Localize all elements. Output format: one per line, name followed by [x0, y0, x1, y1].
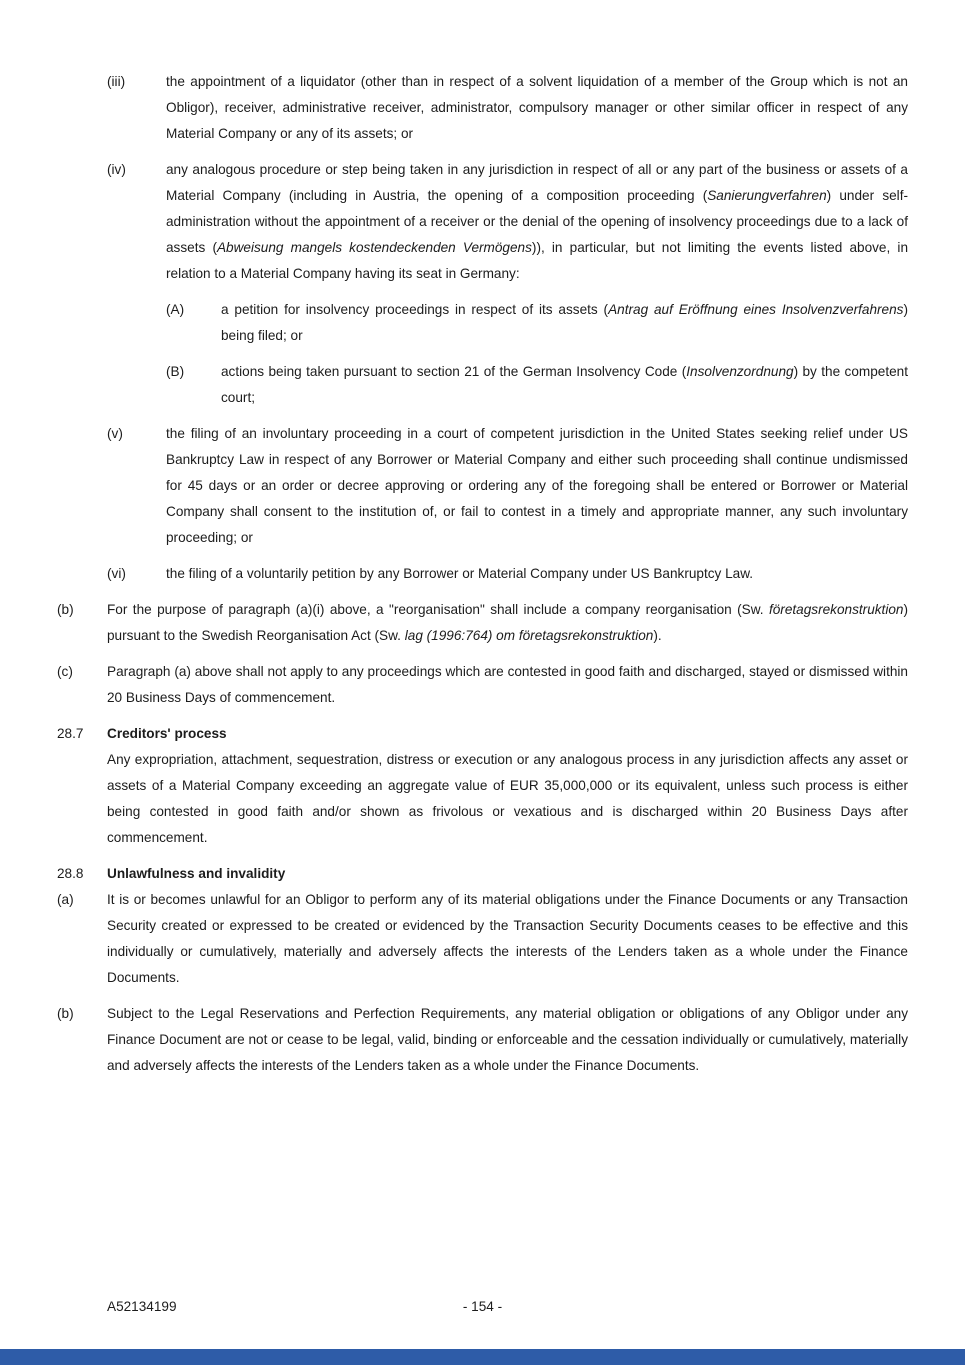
section-heading — [57, 721, 908, 747]
paragraph-text: Subject to the Legal Reservations and Perfection Requirements, any material obligation or obligations of any Obligor under any Finance Document are not or cease to be legal, valid, binding or enforceable and the cessation individually or cumulatively, materially and adversely affects the interests of the Lenders taken as a whole under the Finance Documents. — [107, 1006, 908, 1073]
item-label: (iv) — [107, 162, 126, 177]
list-item — [57, 421, 908, 551]
list-item — [57, 1001, 908, 1079]
paragraph-text: a petition for insolvency proceedings in respect of its assets (Antrag auf Eröffnung eines Insolvenzverfahrens) being filed; or — [221, 302, 909, 343]
item-label: (a) — [57, 892, 74, 907]
list-item — [57, 597, 908, 649]
list-item — [57, 157, 908, 287]
section-number: 28.8 — [57, 866, 84, 881]
paragraph-text: the appointment of a liquidator (other than in respect of a solvent liquidation of a member of the Group which is not an Obligor), receiver, administrative receiver, administrator, compulsory manager or other similar officer in respect of any Material Company or any of its assets; or — [166, 74, 908, 141]
section-number: 28.7 — [57, 726, 84, 741]
item-label: (b) — [57, 602, 74, 617]
item-label: (B) — [166, 364, 185, 379]
item-label: (b) — [57, 1006, 74, 1021]
item-label: (v) — [107, 426, 123, 441]
item-label: (iii) — [107, 74, 126, 89]
paragraph-text: the filing of a voluntarily petition by any Borrower or Material Company under US Bankruptcy Law. — [166, 566, 754, 581]
paragraph-text: the filing of an involuntary proceeding in a court of competent jurisdiction in the United States seeking relief under US Bankruptcy Law in respect of any Borrower or Material Company and either such proceeding shall continue undismissed for 45 days or an order or decree approving or ordering any of the foregoing shall be entered or Borrower or Material Company shall consent to the institution of, or fail to contest in a timely and appropriate manner, any such involuntary proceeding; or — [166, 426, 908, 545]
page-footer — [0, 1294, 965, 1320]
list-item — [57, 659, 908, 711]
list-item — [57, 297, 908, 349]
bottom-blue-bar — [0, 1349, 965, 1365]
list-item — [57, 69, 908, 147]
paragraph-text: Any expropriation, attachment, sequestration, distress or execution or any analogous process in any jurisdiction affects any asset or assets of a Material Company exceeding an aggregate value of EUR 35,000,000 or its equivalent, unless such process is either being contested in good faith and/or shown as frivolous or vexatious and is discharged within 20 Business Days after commencement. — [107, 752, 908, 845]
paragraph-text: For the purpose of paragraph (a)(i) above, a "reorganisation" shall include a company reorganisation (Sw. företagsrekonstruktion) pursuant to the Swedish Reorganisation Act (Sw. lag (1996:764) om företagsrekonstruktion). — [107, 602, 908, 643]
paragraph-text: Paragraph (a) above shall not apply to any proceedings which are contested in good faith and discharged, stayed or dismissed within 20 Business Days of commencement. — [107, 664, 908, 705]
paragraph — [57, 747, 908, 851]
item-label: (A) — [166, 302, 185, 317]
paragraph-text: It is or becomes unlawful for an Obligor to perform any of its material obligations under the Finance Documents or any Transaction Security created or expressed to be created or evidenced by the Transaction Security Documents ceases to be effective and this individually or cumulatively, materially and adversely affects the interests of the Lenders taken as a whole under the Finance Documents. — [107, 892, 908, 985]
footer-page-number: - 154 - — [462, 1299, 503, 1314]
item-label: (c) — [57, 664, 73, 679]
section-heading — [57, 861, 908, 887]
paragraph-text: any analogous procedure or step being taken in any jurisdiction in respect of all or any part of the business or assets of a Material Company (including in Austria, the opening of a composition proceeding (Sanierungverfahren) under self-administration without the appointment of a receiver or the denial of the opening of insolvency proceedings due to a lack of assets (Abweisung mangels kostendeckenden Vermögens)), in particular, but not limiting the events listed above, in relation to a Material Company having its seat in Germany: — [166, 162, 909, 281]
list-item — [57, 359, 908, 411]
paragraph-text: actions being taken pursuant to section 21 of the German Insolvency Code (Insolvenzordnung) by the competent court; — [221, 364, 908, 405]
list-item — [57, 561, 908, 587]
section-title: Creditors' process — [107, 726, 227, 741]
list-item — [57, 887, 908, 991]
section-title: Unlawfulness and invalidity — [107, 866, 286, 881]
footer-doc-id: A52134199 — [107, 1299, 177, 1314]
item-label: (vi) — [107, 566, 126, 581]
